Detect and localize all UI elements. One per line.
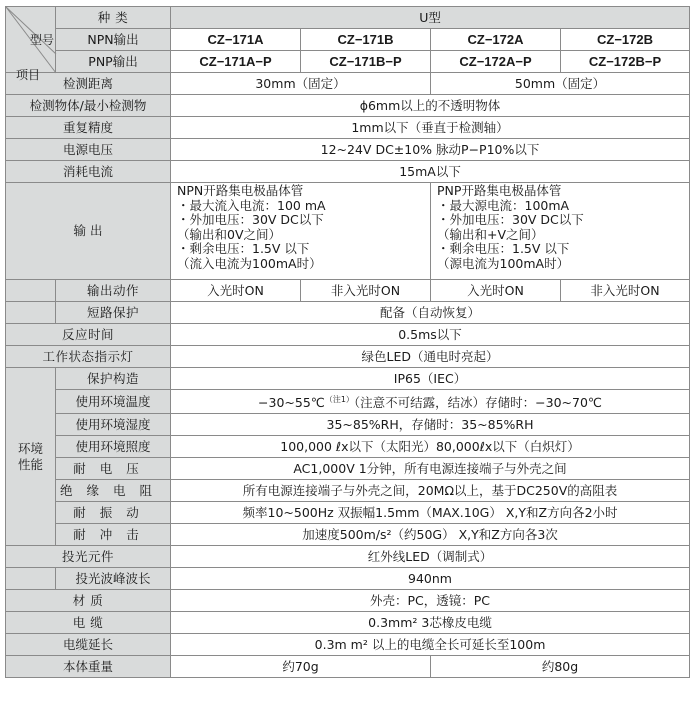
row-distance [6,73,690,95]
shock-label: 耐冲击 [56,524,171,546]
voltage-label: 电源电压 [6,139,171,161]
output-npn-line: （流入电流为100mA时） [177,255,322,271]
row-temp [6,390,690,414]
env-group-label-2: 性能 [17,456,43,472]
short-spacer [6,302,56,324]
object-value: ϕ6mm以上的不透明物体 [171,95,690,117]
temp-note: （注1） [324,395,354,404]
wavelength-label: 投光波峰波长 [56,568,171,590]
model-label: 型号 [30,33,55,47]
pnp-label: PNP输出 [56,51,171,73]
row-emitter [6,546,690,568]
vibration-label: 耐振动 [56,502,171,524]
withstand-value: AC1,000V 1分钟，所有电源连接端子与外壳之间 [171,458,690,480]
extension-value: 0.3m m² 以上的电缆全长可延长至100m [171,634,690,656]
temp-label: 使用环境温度 [56,390,171,414]
row-humidity [6,414,690,436]
env-group-label-1: 环境 [17,440,43,456]
row-illum [6,436,690,458]
row-extension [6,634,690,656]
kind-label: 种 类 [56,7,171,29]
row-indicator [6,346,690,368]
row-cable [6,612,690,634]
output-pnp-line: （源电流为100mA时） [437,255,570,271]
output-npn-line: （输出和0V之间） [177,226,282,242]
output-pnp-line: PNP开路集电极晶体管 [437,183,562,198]
action-label: 输出动作 [56,280,171,302]
distance-171: 30mm（固定） [171,73,431,95]
emitter-label: 投光元件 [6,546,171,568]
pnp-model-3: CZ−172A−P [431,51,561,73]
short-label: 短路保护 [56,302,171,324]
row-response [6,324,690,346]
row-npn [6,29,690,51]
object-label: 检测物体/最小检测物 [6,95,171,117]
output-npn-line: ・外加电压：30V DC以下 [177,212,324,228]
illum-value: 100,000 ℓx以下（太阳光）80,000ℓx以下（白炽灯） [171,436,690,458]
indicator-value: 绿色LED（通电时亮起） [171,346,690,368]
distance-172: 50mm（固定） [431,73,690,95]
row-action [6,280,690,302]
row-weight [6,656,690,678]
npn-model-2: CZ−171B [301,29,431,51]
item-label: 项目 [16,68,41,82]
extension-label: 电缆延长 [6,634,171,656]
npn-model-4: CZ−172B [561,29,690,51]
npn-model-3: CZ−172A [431,29,561,51]
row-current [6,161,690,183]
env-group-label [6,368,56,546]
output-npn-line: ・剩余电压：1.5V 以下 [177,241,310,257]
output-npn [171,183,431,280]
output-label: 输 出 [6,183,171,280]
action-a: 入光时ON [171,280,301,302]
pnp-model-1: CZ−171A−P [171,51,301,73]
protect-label: 保护构造 [56,368,171,390]
row-protect [6,368,690,390]
output-pnp-line: ・外加电压：30V DC以下 [437,212,584,228]
response-label: 反应时间 [6,324,171,346]
repeat-label: 重复精度 [6,117,171,139]
humidity-value: 35~85%RH，存储时：35~85%RH [171,414,690,436]
row-material [6,590,690,612]
repeat-value: 1mm以下（垂直于检测轴） [171,117,690,139]
voltage-value: 12~24V DC±10% 脉动P−P10%以下 [171,139,690,161]
action-b: 非入光时ON [301,280,431,302]
wavelength-value: 940nm [171,568,690,590]
insulation-value: 所有电源连接端子与外壳之间，20MΩ以上，基于DC250V的高阻表 [171,480,690,502]
row-pnp [6,51,690,73]
pnp-model-2: CZ−171B−P [301,51,431,73]
weight-171: 约70g [171,656,431,678]
row-kind [6,7,690,29]
row-shock [6,524,690,546]
action-c: 入光时ON [431,280,561,302]
npn-model-1: CZ−171A [171,29,301,51]
output-pnp-line: ・剩余电压：1.5V 以下 [437,241,570,257]
wavelength-spacer [6,568,56,590]
header-corner [6,7,56,82]
response-value: 0.5ms以下 [171,324,690,346]
npn-label: NPN输出 [56,29,171,51]
action-d: 非入光时ON [561,280,690,302]
row-short [6,302,690,324]
emitter-value: 红外线LED（调制式） [171,546,690,568]
cable-label: 电 缆 [6,612,171,634]
distance-label: 检测距离 [6,73,171,95]
spec-table [5,6,690,678]
illum-label: 使用环境照度 [56,436,171,458]
output-pnp-line: （输出和+V之间） [437,226,544,242]
vibration-value: 频率10~500Hz 双振幅1.5mm（MAX.10G） X,Y和Z方向各2小时 [171,502,690,524]
output-pnp-line: ・最大源电流：100mA [437,197,570,213]
current-value: 15mA以下 [171,161,690,183]
short-value: 配备（自动恢复） [171,302,690,324]
temp-value [171,390,690,414]
shock-value: 加速度500m/s²（约50G） X,Y和Z方向各3次 [171,524,690,546]
kind-value: U型 [171,7,690,29]
withstand-label: 耐电压 [56,458,171,480]
cable-value: 0.3mm² 3芯橡皮电缆 [171,612,690,634]
material-value: 外壳：PC，透镜：PC [171,590,690,612]
indicator-label: 工作状态指示灯 [6,346,171,368]
row-object [6,95,690,117]
humidity-label: 使用环境湿度 [56,414,171,436]
output-npn-line: NPN开路集电极晶体管 [177,183,304,198]
insulation-label: 绝缘电阻 [56,480,171,502]
current-label: 消耗电流 [6,161,171,183]
row-output [6,183,690,280]
material-label: 材 质 [6,590,171,612]
protect-value: IP65（IEC） [171,368,690,390]
row-withstand [6,458,690,480]
row-wavelength [6,568,690,590]
output-npn-line: ・最大流入电流：100 mA [177,197,326,213]
weight-label: 本体重量 [6,656,171,678]
row-insulation [6,480,690,502]
temp-storage: （注意不可结露，结冰）存储时：−30~70℃ [353,395,602,411]
action-spacer [6,280,56,302]
row-voltage [6,139,690,161]
temp-range: −30~55℃ [258,395,325,411]
pnp-model-4: CZ−172B−P [561,51,690,73]
row-vibration [6,502,690,524]
weight-172: 约80g [431,656,690,678]
row-repeat [6,117,690,139]
output-pnp [431,183,690,280]
